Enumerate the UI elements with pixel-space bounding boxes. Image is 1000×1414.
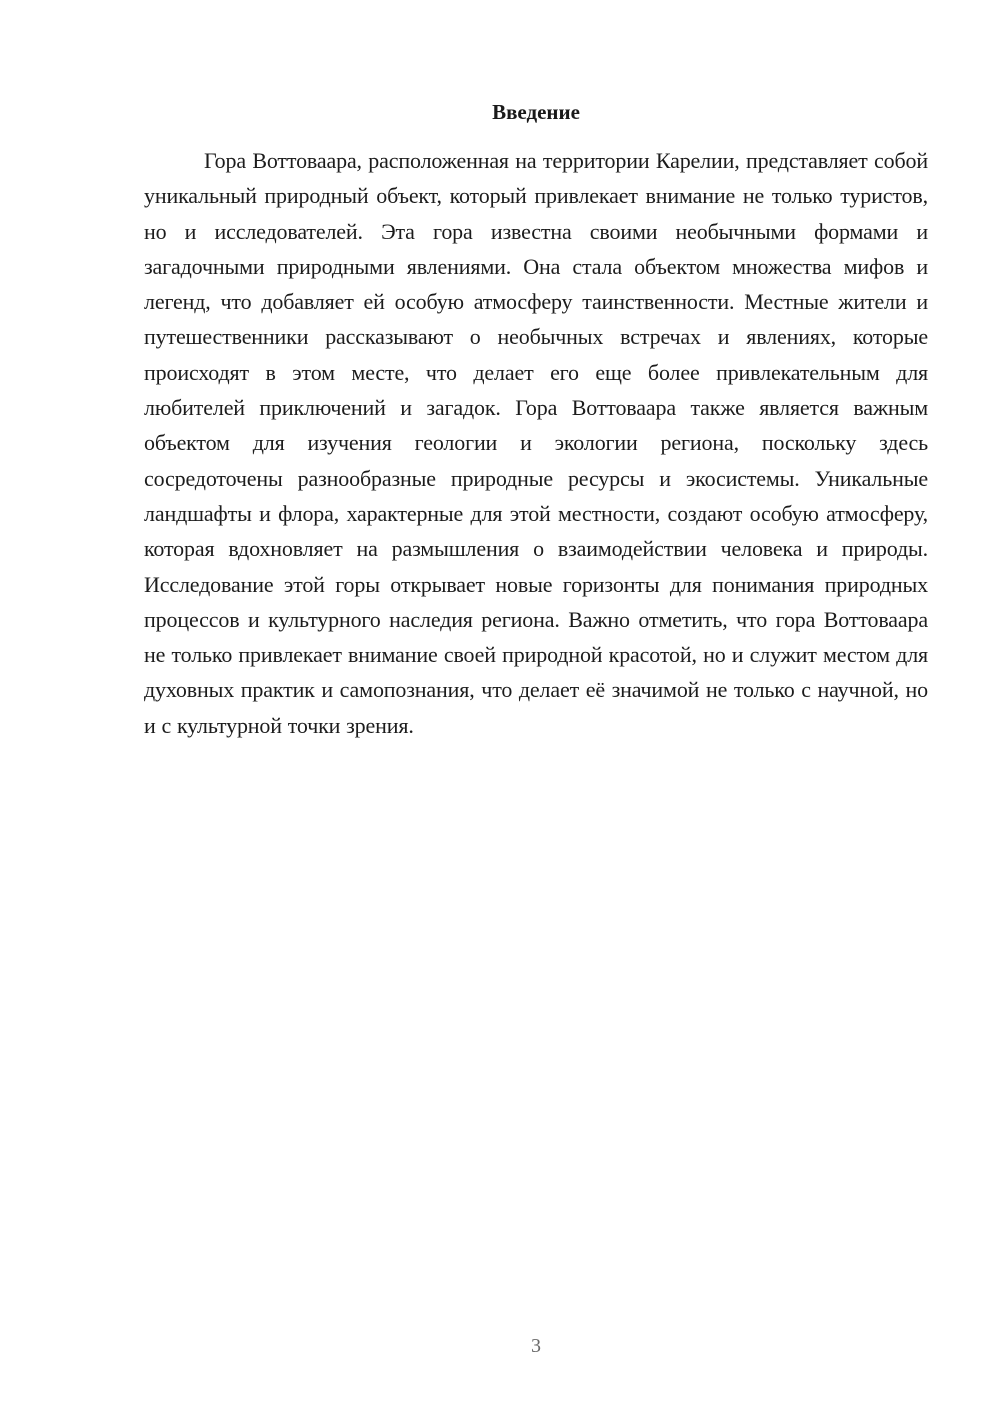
section-heading: Введение [492,100,580,124]
page-number: 3 [531,1335,541,1357]
body-paragraph: Гора Воттоваара, расположенная на территории Карелии, представляет собой уникальный природный объект, который привлекает внимание не только туристов, но и исследователей. Эта гора известна своими необычными формами и загадочными природными явлениями. Она стала объектом множества мифов и легенд, что добавляет ей особую атмосферу таинственности. Местные жители и путешественники рассказывают о необычных встречах и явлениях, которые происходят в этом месте, что делает его еще более привлекательным для любителей приключений и загадок. Гора Воттоваара также является важным объектом для изучения геологии и экологии региона, поскольку здесь сосредоточены разнообразные природные ресурсы и экосистемы. Уникальные ландшафты и флора, характерные для этой местности, создают особую атмосферу, которая вдохновляет на размышления о взаимодействии человека и природы. Исследование этой горы открывает новые горизонты для понимания природных процессов и культурного наследия региона. Важно отметить, что гора Воттоваара не только привлекает внимание своей природной красотой, но и служит местом для духовных практик и самопознания, что делает её значимой не только с научной, но и с культурной точки зрения. [144,148,928,738]
